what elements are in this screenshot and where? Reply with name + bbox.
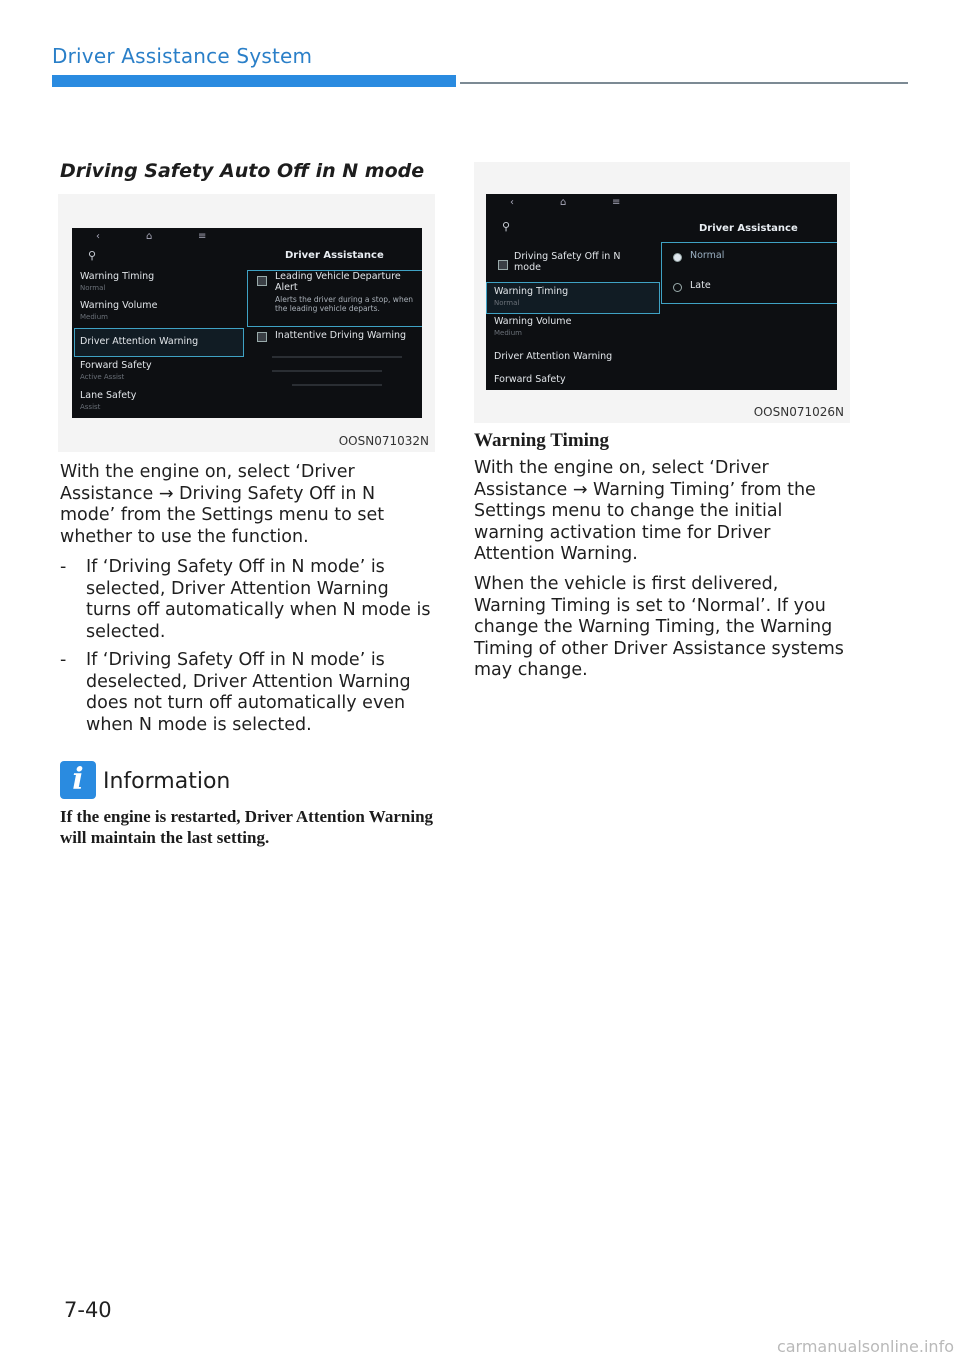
paragraph: With the engine on, select ‘Driver Assistance → Warning Timing’ from the Settings menu to change the initial warning activation time for Driver Attention Warning. bbox=[474, 458, 816, 564]
info-icon: i bbox=[60, 761, 96, 799]
section-title: Driving Safety Auto Off in N mode bbox=[60, 160, 425, 182]
search-icon: ⚲ bbox=[502, 220, 511, 233]
figure-warning-timing bbox=[474, 162, 850, 423]
option-leading-vehicle: Leading Vehicle Departure Alert bbox=[275, 271, 401, 293]
bullet-marker: - bbox=[60, 557, 67, 577]
subsection-title: Warning Timing bbox=[474, 430, 609, 451]
menu-sub: Normal bbox=[80, 284, 106, 292]
menu-item-driver-attention-warning: Driver Attention Warning bbox=[80, 336, 199, 347]
screen-title: Driver Assistance bbox=[285, 250, 384, 261]
back-icon: ‹ bbox=[510, 197, 514, 208]
checkbox-icon bbox=[257, 332, 267, 342]
menu-item-warning-timing: Warning Timing bbox=[80, 271, 155, 282]
screen-title: Driver Assistance bbox=[699, 223, 798, 234]
figure-driving-safety-off bbox=[58, 194, 435, 452]
menu-item-forward-safety: Forward Safety bbox=[80, 360, 152, 371]
menu-item-warning-volume: Warning Volume bbox=[80, 300, 158, 311]
header-rule-accent bbox=[52, 75, 456, 87]
option-inattentive-driving: Inattentive Driving Warning bbox=[275, 330, 407, 341]
bullet-text: If ‘Driving Safety Off in N mode’ is selected, Driver Attention Warning turns off automatically when N mode is selected. bbox=[86, 557, 431, 642]
menu-icon: ≡ bbox=[612, 197, 621, 208]
menu-item-warning-timing: Warning Timing bbox=[494, 286, 569, 297]
info-text: If the engine is restarted, Driver Attention Warning will maintain the last setting. bbox=[60, 807, 434, 847]
menu-item-warning-volume: Warning Volume bbox=[494, 316, 572, 327]
settings-screen bbox=[486, 194, 837, 390]
divider bbox=[292, 384, 382, 386]
menu-sub: Medium bbox=[80, 313, 108, 321]
bullet-text: If ‘Driving Safety Off in N mode’ is deselected, Driver Attention Warning does not turn off automatically even when N mode is selected. bbox=[86, 650, 411, 735]
home-icon: ⌂ bbox=[560, 197, 567, 208]
divider bbox=[272, 356, 402, 358]
radio-icon bbox=[673, 283, 682, 292]
option-late: Late bbox=[690, 280, 711, 291]
figure-code: OOSN071026N bbox=[753, 405, 844, 419]
option-normal: Normal bbox=[690, 250, 725, 261]
checkbox-icon bbox=[257, 276, 267, 286]
divider bbox=[272, 370, 382, 372]
radio-selected-icon bbox=[673, 253, 682, 262]
screen-top-bar bbox=[72, 228, 422, 246]
paragraph: When the vehicle is first delivered, Warning Timing is set to ‘Normal’. If you change the Warning Timing, the Warning Timing of other Driver Assistance systems may change. bbox=[474, 574, 844, 680]
bullet-item bbox=[60, 650, 436, 740]
page-number: 7-40 bbox=[64, 1298, 112, 1322]
menu-sub: Assist bbox=[80, 403, 101, 411]
bullet-marker: - bbox=[60, 650, 67, 670]
screen-top-bar bbox=[486, 194, 837, 212]
search-icon: ⚲ bbox=[88, 249, 97, 262]
menu-sub: Active Assist bbox=[80, 373, 125, 381]
section-header: Driver Assistance System bbox=[52, 44, 313, 68]
menu-sub: Medium bbox=[494, 329, 522, 337]
checkbox-icon bbox=[498, 260, 508, 270]
menu-icon: ≡ bbox=[198, 231, 207, 242]
header-rule bbox=[460, 82, 908, 84]
option-description: Alerts the driver during a stop, when the leading vehicle departs. bbox=[275, 295, 414, 313]
watermark: carmanualsonline.info bbox=[776, 1337, 954, 1356]
menu-sub: Normal bbox=[494, 299, 520, 307]
options-panel bbox=[661, 242, 837, 304]
paragraph: With the engine on, select ‘Driver Assistance → Driving Safety Off in N mode’ from the Settings menu to set whether to use the function. bbox=[60, 462, 385, 547]
info-title: Information bbox=[103, 769, 231, 794]
menu-item-forward-safety: Forward Safety bbox=[494, 374, 566, 385]
menu-item-driving-safety-off: Driving Safety Off in N mode bbox=[514, 251, 621, 273]
menu-item-lane-safety: Lane Safety bbox=[80, 390, 137, 401]
settings-screen bbox=[72, 228, 422, 418]
back-icon: ‹ bbox=[96, 231, 100, 242]
figure-code: OOSN071032N bbox=[338, 434, 429, 448]
bullet-item bbox=[60, 557, 436, 647]
home-icon: ⌂ bbox=[146, 231, 153, 242]
menu-item-driver-attention-warning: Driver Attention Warning bbox=[494, 351, 613, 362]
